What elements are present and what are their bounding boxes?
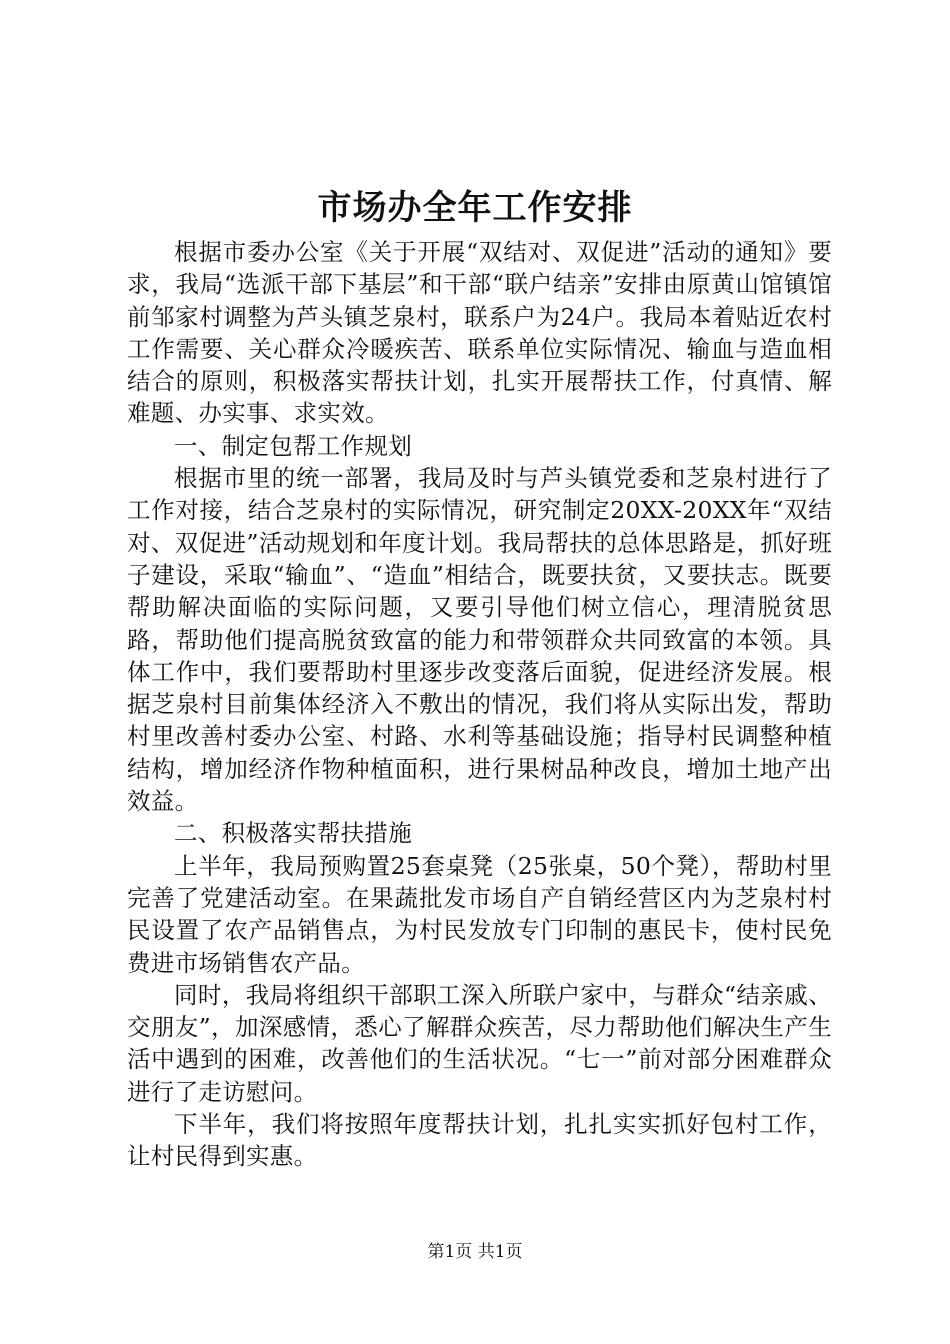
document-body (127, 236, 832, 1173)
paragraph-first-half: 上半年，我局预购置25套桌凳（25张桌，50个凳），帮助村里完善了党建活动室。在果蔬批发市场自产自销经营区内为芝泉村村民设置了农产品销售点，为村民发放专门印制的惠民卡，使村民免费进市场销售农产品。 (127, 851, 832, 977)
section-heading-1: 一、制定包帮工作规划 (174, 431, 412, 460)
paragraph-plan: 根据市里的统一部署，我局及时与芦头镇党委和芝泉村进行了工作对接，结合芝泉村的实际情况，研究制定20XX-20XX年“双结对、双促进”活动规划和年度计划。我局帮扶的总体思路是，抓好班子建设，采取“输血”、“造血”相结合，既要扶贫，又要扶志。既要帮助解决面临的实际问题，又要引导他们树立信心，理清脱贫思路，帮助他们提高脱贫致富的能力和带领群众共同致富的本领。具体工作中，我们要帮助村里逐步改变落后面貌，促进经济发展。根据芝泉村目前集体经济入不敷出的情况，我们将从实际出发，帮助村里改善村委办公室、村路、水利等基础设施；指导村民调整种植结构，增加经济作物种植面积，进行果树品种改良，增加土地产出效益。 (127, 464, 832, 816)
paragraph-intro: 根据市委办公室《关于开展“双结对、双促进”活动的通知》要求，我局“选派干部下基层”和干部“联户结亲”安排由原黄山馆镇馆前邹家村调整为芦头镇芝泉村，联系户为24户。我局本着贴近农村工作需要、关心群众冷暖疾苦、联系单位实际情况、输血与造血相结合的原则，积极落实帮扶计划，扎实开展帮扶工作，付真情、解难题、办实事、求实效。 (127, 238, 832, 428)
paragraph-second-half: 下半年，我们将按照年度帮扶计划，扎扎实实抓好包村工作，让村民得到实惠。 (127, 1110, 832, 1171)
page-footer: 第1页 共1页 (427, 1242, 523, 1262)
document-title: 市场办全年工作安排 (317, 188, 633, 228)
paragraph-visits: 同时，我局将组织干部职工深入所联户家中，与群众“结亲戚、交朋友”，加深感情，悉心了解群众疾苦，尽力帮助他们解决生产生活中遇到的困难，改善他们的生活状况。“七一”前对部分困难群众进行了走访慰问。 (127, 980, 832, 1106)
section-heading-2: 二、积极落实帮扶措施 (174, 819, 412, 848)
